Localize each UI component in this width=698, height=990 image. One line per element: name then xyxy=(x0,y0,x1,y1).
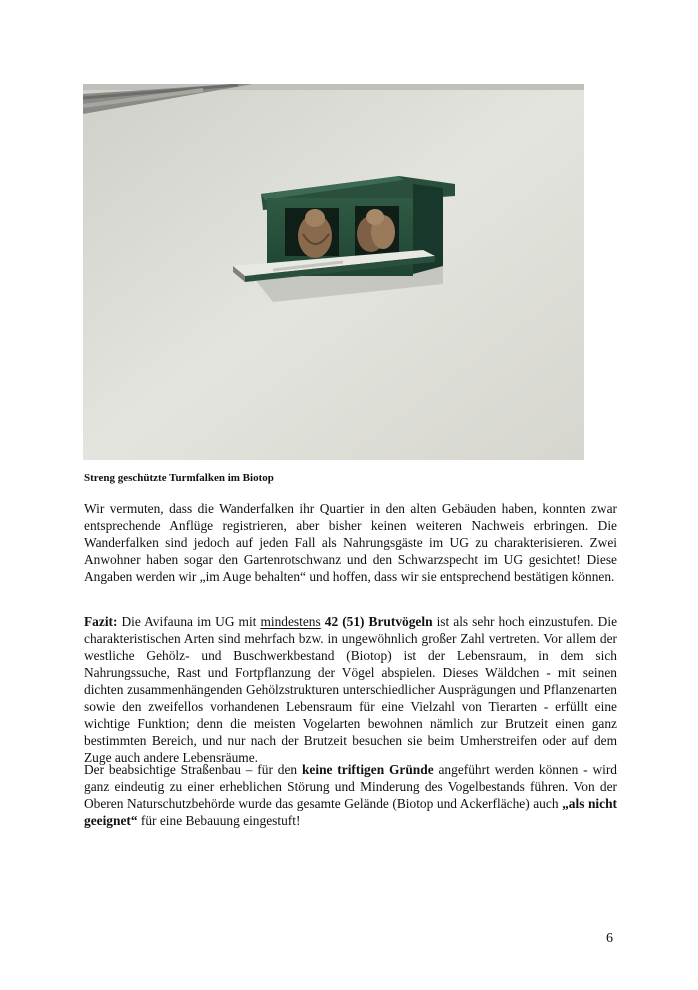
kestrel-nest-box-photo xyxy=(83,84,584,460)
strassenbau-bold-a: keine triftigen Gründe xyxy=(301,762,434,777)
strassenbau-text-c: für eine Bebauung eingestuft! xyxy=(137,813,301,828)
strassenbau-text-b: angeführt werden können - wird ganz eindeutig zu einer erheblichen Störung und Minderung des Vogelbestands führen. Von der Oberen Naturschutzbehörde wurde das gesamte Gelände (Biotop und Ackerfläche) auch xyxy=(84,762,617,811)
fazit-label: Fazit: xyxy=(84,614,118,629)
strassenbau-bold-b: „als nicht geeignet“ xyxy=(84,796,617,828)
strassenbau-text-a: Der beabsichtige Straßenbau – für den xyxy=(84,762,302,777)
paragraph-wanderfalken: Wir vermuten, dass die Wanderfalken ihr Quartier in den alten Gebäuden haben, konnten zwar entsprechende Anflüge registrieren, aber bisher keinen weiteren Nachweis erbringen. Die Wanderfalken sind jedoch auf jeden Fall als Nahrungsgäste im UG zu charakterisieren. Zwei Anwohner haben sogar den Gartenrotschwanz und den Schwarzspecht im UG gesichtet! Diese Angaben werden wir „im Auge behalten“ und hoffen, dass wir sie entsprechend bestätigen können. xyxy=(84,501,617,584)
fazit-text-a: Die Avifauna im UG mit xyxy=(117,614,261,629)
fazit-text-c: ist als sehr hoch einzustufen. Die charakteristischen Arten sind mehrfach bzw. in ungewöhnlich großer Zahl vertreten. Vor allem der westliche Gehölz- und Buschwerkbestand (Biotop) ist der Lebensraum, in dem sich Nahrungssuche, Rast und Fortpflanzung der Vögel abspielen. Dieses Wäldchen - mit seinen dichten zusammenhängenden Gehölzstrukturen unterschiedlicher Ausprägungen und Pflanzenarten sowie den zweifellos vorhandenen Lebensraum für eine Vielzahl von Tierarten - erfüllt eine wichtige Funktion; denn die meisten Vogelarten bewohnen nämlich zur Brutzeit einen ganz bestimmten Bereich, und nur nach der Brutzeit besuchen sie beim Umherstreifen oder auf dem Zuge auch andere Lebensräume. xyxy=(84,614,618,765)
paragraph-fazit xyxy=(84,613,617,766)
fazit-bold-count: 42 (51) Brutvögeln xyxy=(324,614,433,629)
photo-caption: Streng geschützte Turmfalken im Biotop xyxy=(84,472,274,484)
fazit-underlined: mindestens xyxy=(260,614,321,629)
page-number: 6 xyxy=(606,931,613,946)
paragraph-strassenbau xyxy=(84,761,617,829)
